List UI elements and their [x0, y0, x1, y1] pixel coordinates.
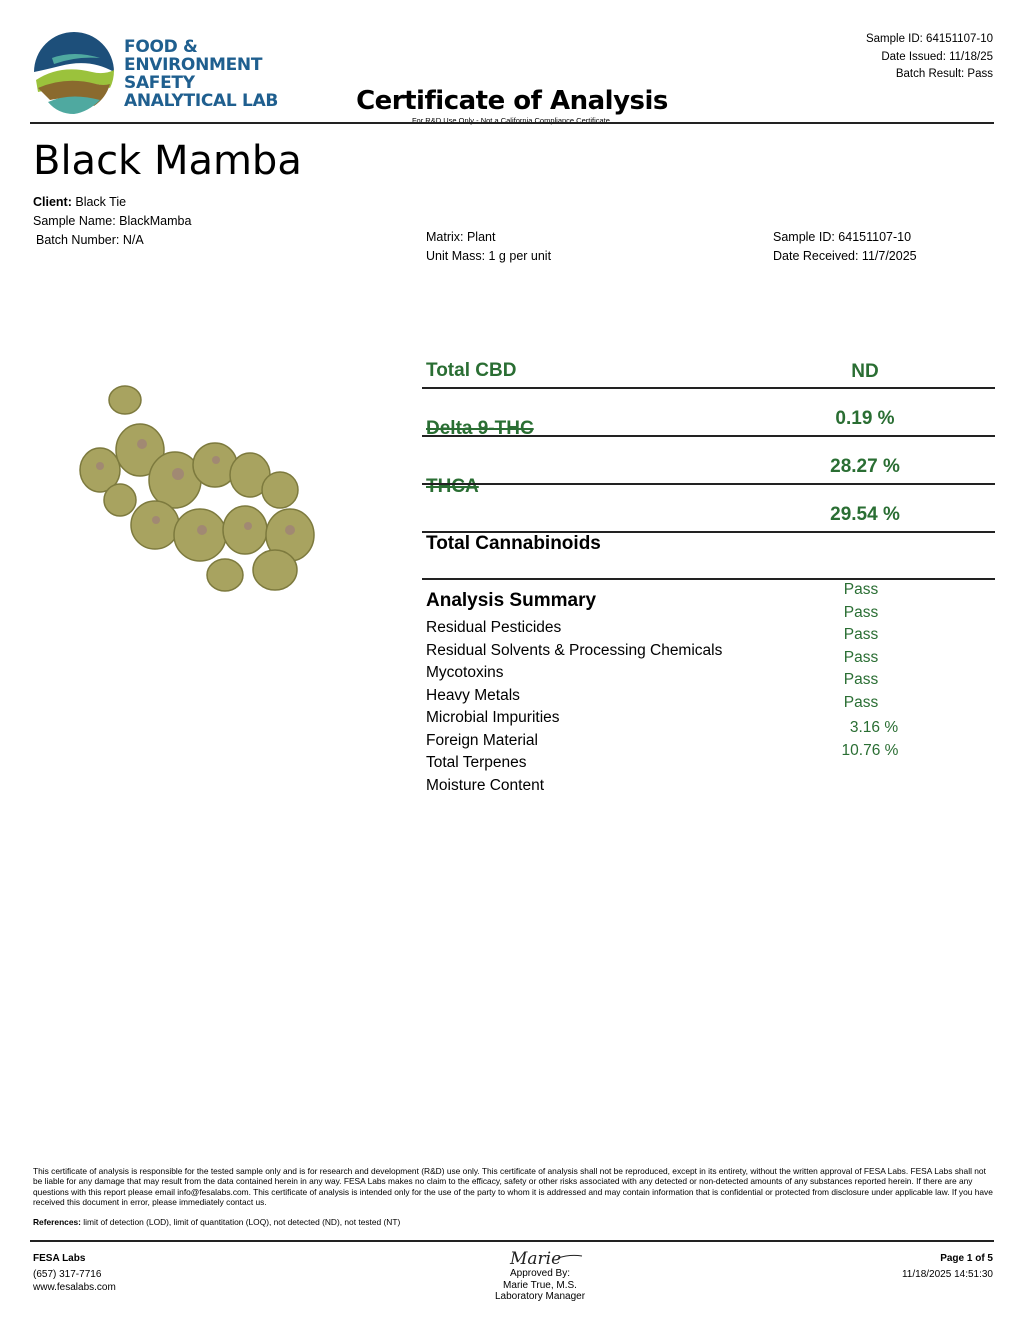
summary-value: 3.16 %: [849, 719, 899, 736]
delta9-thc-value: 0.19 %: [835, 408, 895, 429]
company-website: www.fesalabs.com: [33, 1282, 116, 1293]
summary-item-total-terpenes: Total Terpenes: [426, 754, 527, 771]
date-received: Date Received: 11/7/2025: [773, 249, 917, 263]
header-date-issued: Date Issued: 11/18/25: [881, 50, 993, 63]
sample-photo: [60, 370, 340, 620]
references-line: References: limit of detection (LOD), limit of quantitation (LOQ), not detected (ND), not tested (NT): [33, 1217, 401, 1227]
summary-value: 10.76 %: [841, 742, 899, 759]
summary-item-foreign-material: Foreign Material: [426, 732, 538, 749]
thca-value: 28.27 %: [830, 456, 900, 477]
total-cannabinoids-label: Total Cannabinoids: [426, 533, 601, 554]
footer-page-info: [902, 1252, 993, 1281]
approver-name: Marie True, M.S.: [503, 1279, 577, 1291]
header-meta: [866, 31, 993, 84]
summary-value: Pass: [843, 694, 879, 711]
approved-by-label: Approved By:: [509, 1268, 571, 1279]
company-phone: (657) 317-7716: [33, 1269, 102, 1280]
matrix: Matrix: Plant: [426, 230, 496, 244]
company-name: FESA Labs: [33, 1253, 86, 1264]
page-number: Page 1 of 5: [940, 1253, 993, 1264]
product-name: Black Mamba: [33, 138, 302, 184]
total-cbd-value: ND: [851, 361, 879, 382]
product-info-left: [33, 193, 191, 250]
total-cbd-label: Total CBD: [426, 360, 517, 381]
approver-title: Laboratory Manager: [494, 1291, 586, 1302]
delta9-thc-label: Delta 9-THC: [426, 418, 534, 439]
summary-value: Pass: [843, 671, 879, 688]
sample-name: Sample Name: BlackMamba: [33, 214, 192, 228]
product-info-middle: [426, 228, 551, 266]
document-title: Certificate of Analysis: [356, 86, 668, 116]
logo-wordmark: FOOD & ENVIRONMENT SAFETY ANALYTICAL LAB: [124, 37, 279, 111]
footer-approval: [440, 1268, 640, 1303]
header-divider: [30, 122, 994, 124]
svg-text:Marie: Marie: [510, 1249, 562, 1269]
summary-value: Pass: [843, 604, 879, 621]
report-timestamp: 11/18/2025 14:51:30: [901, 1269, 993, 1280]
document-subtitle: For R&D Use Only - Not a California Compliance Certificate.: [411, 116, 613, 125]
summary-item-heavy-metals: Heavy Metals: [426, 687, 520, 704]
summary-item-residual-pesticides: Residual Pesticides: [426, 619, 562, 636]
signature-image: [490, 1246, 590, 1270]
header-batch-result: Batch Result: Pass: [895, 68, 993, 80]
footer-company-info: [33, 1252, 116, 1294]
potency-divider-3: [422, 483, 995, 485]
product-info-right: [773, 228, 917, 266]
disclaimer-text: This certificate of analysis is responsible for the tested sample only and is for research and development (R&D) use only. This certificate of analysis shall not be reproduced, except in its entirety, without the written approval of FESA Labs. FESA Labs shall not be liable for any damage that may result from the data contained herein in any way. FESA Labs makes no claim to the efficacy, safety or other risks associated with any detected or non-detected amounts of any substances reported herein. If there are any questions with this report please email info@fesalabs.com. This certificate of analysis is intended only for the use of the party to whom it is addressed and may contain information that is confidential or protected from disclosure under applicable law. If you have received this document in error, please immediately contact us.: [33, 1166, 993, 1207]
thca-label: THCA: [426, 476, 479, 497]
header-sample-id: Sample ID: 64151107-10: [865, 33, 993, 45]
sample-id: Sample ID: 64151107-10: [773, 230, 912, 244]
analysis-summary-title: Analysis Summary: [426, 590, 597, 611]
batch-number: Batch Number: N/A: [36, 233, 144, 247]
total-cannabinoids-value: 29.54 %: [830, 504, 900, 525]
summary-value: Pass: [843, 581, 879, 598]
summary-item-moisture-content: Moisture Content: [426, 777, 545, 794]
summary-item-microbial-impurities: Microbial Impurities: [426, 709, 560, 726]
unit-mass: Unit Mass: 1 g per unit: [426, 249, 552, 263]
potency-divider-1: [422, 387, 995, 389]
potency-divider-5: [422, 578, 995, 580]
footer-divider: [30, 1240, 994, 1242]
summary-item-residual-solvents: Residual Solvents & Processing Chemicals: [426, 642, 723, 659]
summary-value: Pass: [843, 649, 879, 666]
summary-item-mycotoxins: Mycotoxins: [426, 664, 504, 681]
client-line: Client: Black Tie: [33, 195, 127, 209]
summary-value: Pass: [843, 626, 879, 643]
potency-divider-2: [422, 435, 995, 437]
